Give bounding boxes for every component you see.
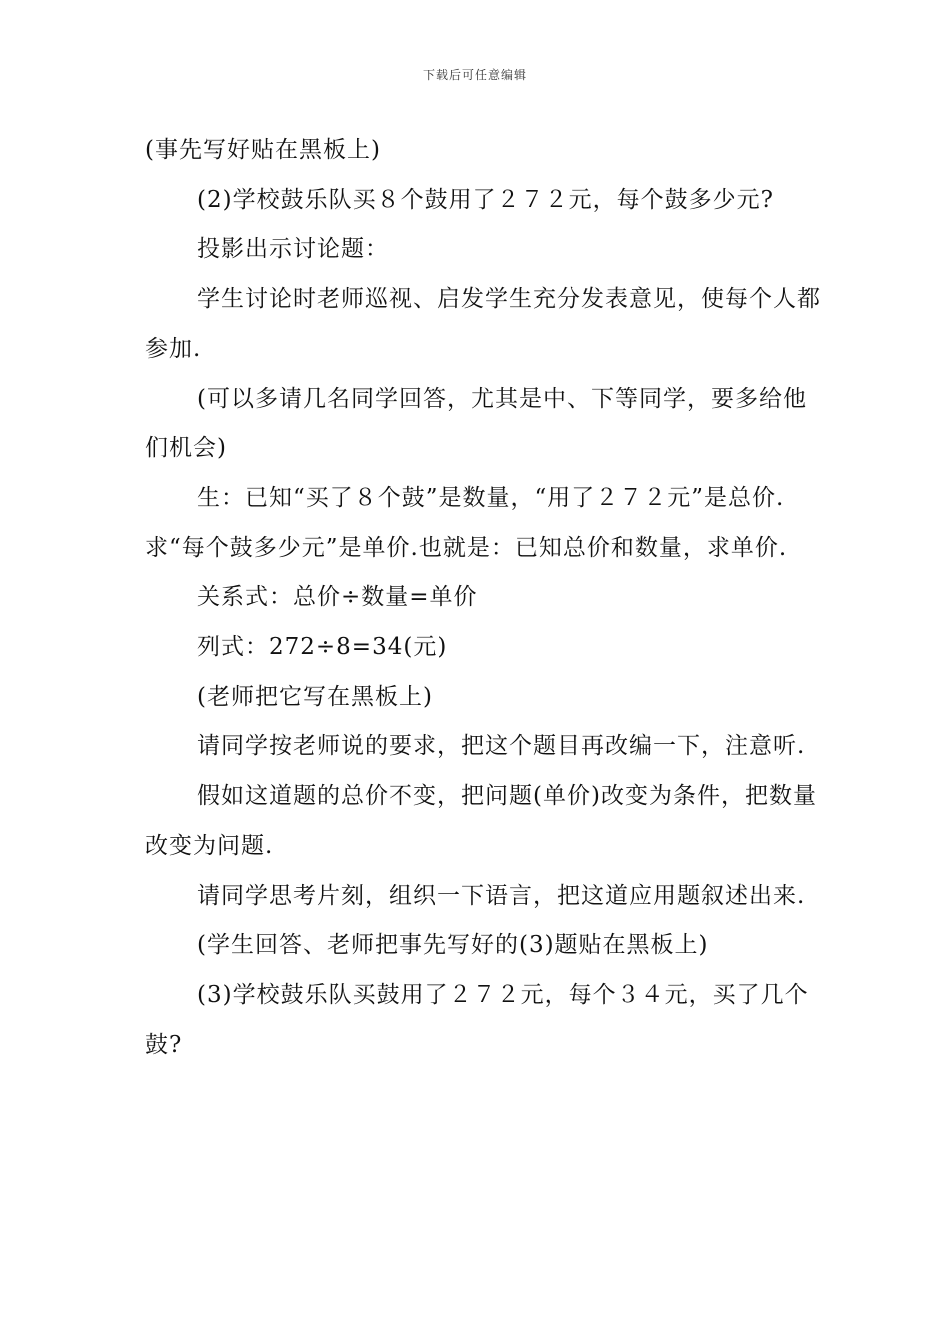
paragraph: 假如这道题的总价不变，把问题(单价)改变为条件，把数量改变为问题. [145,783,817,859]
paragraph: (3)学校鼓乐队买鼓用了２７２元，每个３４元，买了几个鼓? [145,981,809,1058]
paragraph: 请同学按老师说的要求，把这个题目再改编一下，注意听. [197,733,806,760]
paragraph: (可以多请几名同学回答，尤其是中、下等同学，要多给他们机会) [145,385,807,462]
paragraph: 生：已知“买了８个鼓”是数量，“用了２７２元”是总价.求“每个鼓多少元”是单价.也就是：已知总价和数量，求单价. [145,484,788,561]
paragraph: (事先写好贴在黑板上) [145,137,381,163]
paragraph: (学生回答、老师把事先写好的(3)题贴在黑板上) [197,932,709,959]
paragraph: (2)学校鼓乐队买８个鼓用了２７２元，每个鼓多少元? [197,186,774,213]
paragraph: 投影出示讨论题： [197,236,389,263]
paragraph: 列式：272÷8=34(元) [197,634,448,661]
paragraph: 学生讨论时老师巡视、启发学生充分发表意见，使每个人都参加. [145,286,821,362]
document-body [145,126,825,1070]
paragraph: 关系式：总价÷数量=单价 [197,584,478,611]
paragraph: (老师把它写在黑板上) [197,683,433,710]
paragraph: 请同学思考片刻，组织一下语言，把这道应用题叙述出来. [197,882,806,909]
page-header: 下载后可任意编辑 [422,68,527,82]
